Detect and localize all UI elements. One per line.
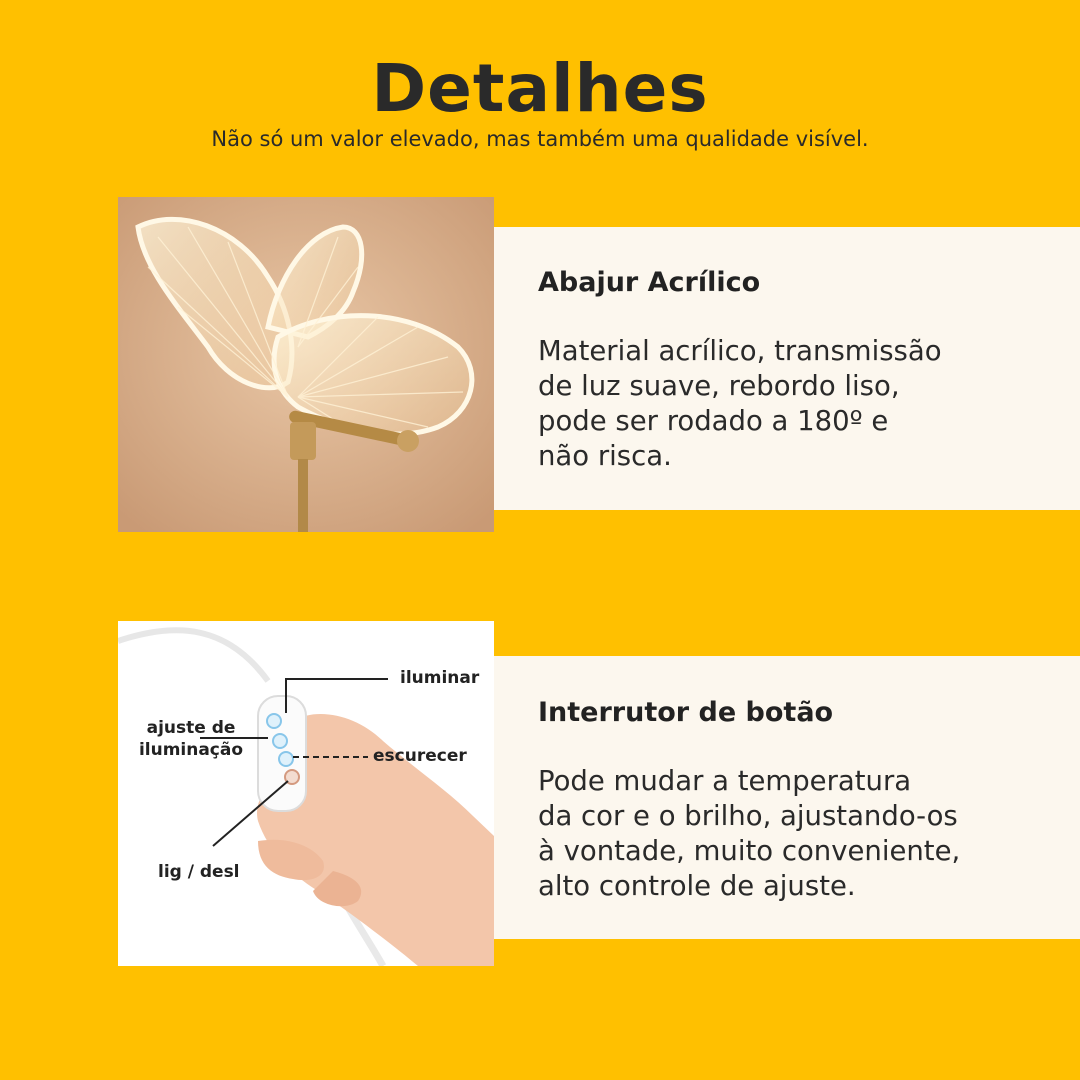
feature-heading: Abajur Acrílico [538, 267, 761, 298]
callout-adjust-lighting: ajuste de iluminação [138, 718, 244, 760]
butterfly-lamp-photo [118, 197, 494, 532]
feature-description: Material acrílico, transmissão de luz suave, rebordo liso, pode ser rodado a 180º e não risca. [538, 335, 942, 472]
callout-illuminate: iluminar [400, 668, 480, 688]
page-subtitle: Não só um valor elevado, mas também uma qualidade visível. [211, 127, 869, 151]
callout-on-off: lig / desl [158, 862, 240, 882]
remote-switch-photo [118, 621, 494, 966]
feature-card-acrylic [493, 227, 1080, 510]
feature-description: Pode mudar a temperatura da cor e o brilho, ajustando-os à vontade, muito conveniente, alto controle de ajuste. [538, 765, 961, 902]
feature-heading: Interrutor de botão [538, 697, 834, 728]
page-title: Detalhes [371, 50, 709, 127]
callout-dim: escurecer [373, 746, 467, 766]
feature-card-switch [493, 656, 1080, 939]
